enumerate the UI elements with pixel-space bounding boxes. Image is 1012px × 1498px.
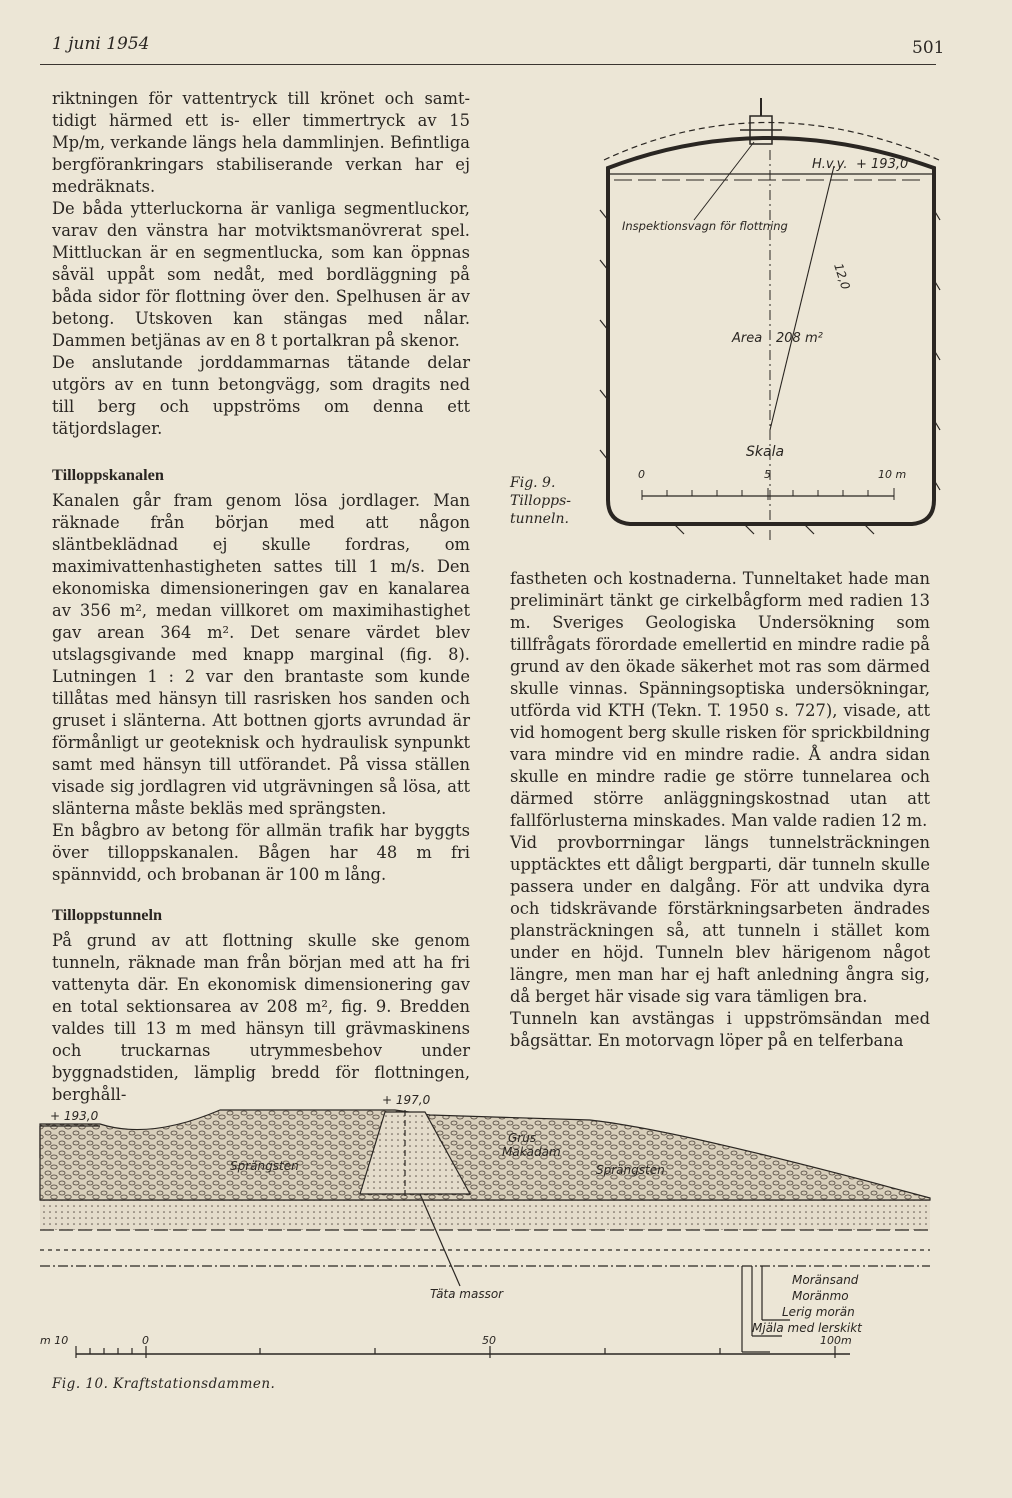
fig10-dam-section bbox=[30, 1090, 940, 1370]
fig10-grus: Grus bbox=[508, 1131, 537, 1145]
section-heading-tilloppstunneln: Tilloppstunneln bbox=[52, 905, 163, 924]
paragraph: De anslutande jorddammarnas tätande delar utgörs av en tunn betongvägg, som dragits ned till berg och uppströms om denna ett tätjordslager. bbox=[52, 353, 470, 438]
fig10-scale-m10: m 10 bbox=[40, 1334, 69, 1347]
fig10-caption: Fig. 10. Kraftstationsdammen. bbox=[52, 1376, 276, 1392]
page-number: 501 bbox=[912, 38, 945, 58]
fig9-inspection-line: Inspektionsvagn för flottning bbox=[622, 219, 788, 233]
paragraph: fastheten och kostnaderna. Tunneltaket hade man preliminärt tänkt ge cirkelbågform med radien 13 m. Sveriges Geologiska Undersökning som tillfrågats förordade emellertid en mindre radie på grund av den ökade säkerhet mot ras som därmed skulle vinnas. Spänningsoptiska undersökningar, utförda vid KTH (Tekn. T. 1950 s. 727), visade, att vid homogent berg skulle risken för sprickbildning vara mindre vid en mindre radie. Å andra sidan skulle en mindre radie ge större tunnelarea och därmed större anläggningskostnad utan att fallförlusterna minskades. Man valde radien 12 m. bbox=[510, 569, 930, 830]
fig10-sprangsten-left: Sprängsten bbox=[230, 1159, 299, 1173]
fig9-caption bbox=[510, 474, 590, 528]
paragraph: En bågbro av betong för allmän trafik har byggts över tilloppskanalen. Bågen har 48 m fri spännvidd, och brobanan är 100 m lång. bbox=[52, 821, 470, 884]
fig10-scale-0: 0 bbox=[142, 1334, 149, 1347]
fig9-scale-0: 0 bbox=[638, 468, 645, 481]
fig9-hvy-value: + 193,0 bbox=[856, 157, 909, 172]
fig10-legend-0: Moränsand bbox=[792, 1273, 859, 1287]
section-heading-tilloppskanalen: Tilloppskanalen bbox=[52, 465, 164, 484]
fig9-hvy-label: H.v.y. bbox=[812, 157, 848, 172]
fig10-tata-massor: Täta massor bbox=[430, 1287, 504, 1301]
left-column-sections bbox=[52, 452, 470, 1106]
fig9-inspection-label bbox=[622, 219, 788, 233]
fig9-scale-10: 10 m bbox=[878, 468, 907, 481]
fig10-scale-50: 50 bbox=[482, 1334, 496, 1347]
fig10-level-left: + 193,0 bbox=[50, 1109, 99, 1123]
fig9-caption-text: Tillopps-tunneln. bbox=[510, 493, 572, 527]
fig10-sprangsten-right: Sprängsten bbox=[596, 1163, 665, 1177]
fig10-makadam: Makadam bbox=[502, 1145, 561, 1159]
paragraph: riktningen för vattentryck till krönet och samt-tidigt härmed ett is- eller timmertryck av 15 Mp/m, verkande längs hela dammlinjen. Befintliga bergförankringars stabiliserande verkan har ej medräknats. bbox=[52, 89, 470, 196]
fig10-legend-1: Moränmo bbox=[792, 1289, 849, 1303]
fig9-scale-5: 5 bbox=[764, 468, 771, 481]
right-column bbox=[510, 568, 930, 1052]
fig9-scale-title: Skala bbox=[746, 444, 785, 460]
left-column-top bbox=[52, 88, 470, 440]
paragraph: Kanalen går fram genom lösa jordlager. Man räknade från början med att någon släntbeklädnad ej skulle fordras, om maximivattenhastigheten sattes till 1 m/s. Den ekonomiska dimensioneringen gav en kanalarea av 356 m², medan villkoret om maximihastighet gav arean 364 m². Det senare värdet blev utslagsgivande med knapp marginal (fig. 8). Lutningen 1 : 2 var den brantaste som kunde tillåtas med hänsyn till rasrisken hos sanden och gruset i slänterna. Att bottnen gjorts avrundad är förmånligt ur geoteknisk och hydraulisk synpunkt samt med hänsyn till utförandet. På vissa ställen visade sig jordlagren vid utgrävningen så lösa, att slänterna måste bekläs med sprängsten. bbox=[52, 491, 470, 818]
header-date: 1 juni 1954 bbox=[52, 34, 150, 54]
fig9-area-label: Area bbox=[732, 331, 763, 346]
paragraph: På grund av att flottning skulle ske genom tunneln, räknade man från början med att ha fri vattenyta där. En ekonomisk dimensionering gav en total sektionsarea av 208 m², fig. 9. Bredden valdes till 13 m med hänsyn till grävmaskinens och truckarnas utrymmesbehov under byggnadstiden, lämplig bredd för flottningen, berghåll- bbox=[52, 931, 470, 1104]
header-rule bbox=[40, 64, 936, 65]
fig10-legend-3: Mjäla med lerskikt bbox=[752, 1321, 862, 1335]
fig10-scale-100: 100m bbox=[820, 1334, 852, 1347]
fig10-legend-2: Lerig morän bbox=[782, 1305, 855, 1319]
fig9-area-value: 208 m² bbox=[776, 331, 823, 346]
paragraph: Vid provborrningar längs tunnelsträckningen upptäcktes ett dåligt bergparti, där tunneln skulle passera under en dalgång. För att undvika dyra och tidskrävande förstärkningsarbeten ändrades plansträckningen så, att tunneln i stället kom under en höjd. Tunneln blev härigenom något längre, men man har ej haft anledning ångra sig, då berget här visade sig vara tämligen bra. bbox=[510, 833, 930, 1006]
fig9-tunnel-section bbox=[594, 90, 942, 550]
fig10-level-crest: + 197,0 bbox=[382, 1093, 431, 1107]
fig9-caption-label: Fig. 9. bbox=[510, 475, 556, 491]
fig9-radius-label: 12,0 bbox=[831, 261, 853, 292]
paragraph: De båda ytterluckorna är vanliga segmentluckor, varav den vänstra har motviktsmanövrerat spel. Mittluckan är en segmentlucka, som kan öppnas såväl uppåt som nedåt, med bordläggning på båda sidor för flottning över den. Spelhusen är av betong. Utskoven kan stängas med nålar. Dammen betjänas av en 8 t portalkran på skenor. bbox=[52, 199, 470, 350]
paragraph: Tunneln kan avstängas i uppströmsändan med bågsättar. En motorvagn löper på en telferbana bbox=[510, 1009, 930, 1050]
